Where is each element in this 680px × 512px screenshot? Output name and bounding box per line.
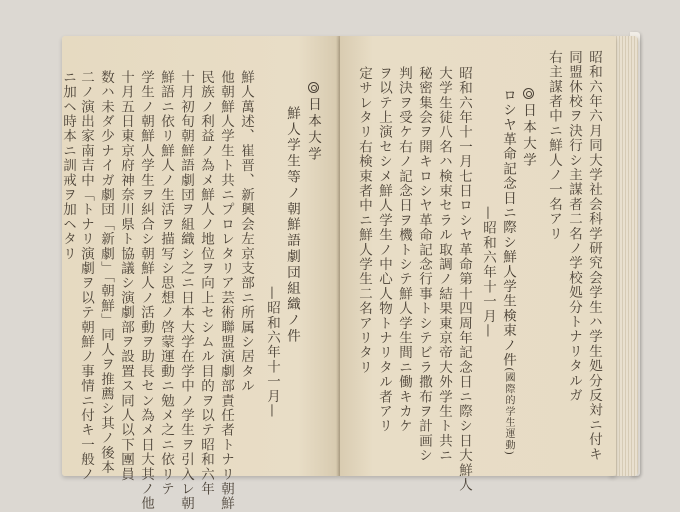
left-body-line-3: 民族ノ利益ノ為メ鮮人ノ地位ヲ向上セシムル目的ヲ以テ昭和六年 [198,70,214,497]
double-circle-marker-icon [523,88,534,99]
left-body-line-9: 二ノ演出家南吉中「トナリ演劇ヲ以テ朝鮮ノ事情ニ付キ一般ノ [78,70,94,482]
left-section-title-text: 日本大学 [305,97,321,163]
left-body-line-7: 十月五日東京府神奈川県ト協議シ演劇部ヲ設置ス同人以下團員 [118,70,134,482]
left-body-line-10: ニ加ヘ時本ニ訓戒ヲ加ヘタリ [60,70,76,262]
right-body-line-1: 昭和六年十一月七日ロシヤ革命第十四周年記念日ニ際シ日大鮮人 [456,66,472,493]
left-page [60,36,340,511]
left-section-title [305,82,321,163]
left-body-line-8: 数ハ未ダ少ナイガ劇団「新劇」「朝鮮」同人ヲ推薦シ其ノ後本 [98,70,114,475]
right-heading-note: (國際的学生運動) [503,367,514,456]
right-body-line-2: 大学生徒八名ハ検束セラル取調ノ結果東京帝大外学生ト共ニ [436,66,452,463]
right-body-line-6: 定サレタリ右検束者中ニ鮮人学生二名アリタリ [356,66,372,375]
right-body-line-3: 秘密集会ヲ開キロシヤ革命記念行事トシテビラ撒布ヲ計画シ [416,66,432,463]
right-intro-line-3: 右主謀者中ニ鮮人ノ一名アリ [546,50,562,242]
left-body-line-2: 他朝鮮人学生ト共ニプロレタリア芸術聯盟演劇部責任者トナリ朝鮮 [218,70,234,511]
left-heading: 鮮人学生等ノ朝鮮語劇団組織ノ件 [284,106,300,345]
left-body-line-1: 鮮人萬述、崔晋、新興会左京支部ニ所属シ居タル [238,70,254,394]
left-date: —昭和六年十一月— [264,286,280,419]
left-body-line-4: 十月初旬朝鮮語劇団ヲ組織シ之ニ日本大学在学中ノ学生ヲ引入レ朝 [178,70,194,511]
right-heading-text: ロシヤ革命記念日ニ際シ鮮人学生検束ノ件 [500,88,516,368]
double-circle-marker-icon [308,82,319,93]
right-date: —昭和六年十一月— [480,206,496,339]
right-section-title-text: 日本大学 [520,103,536,169]
right-intro-line-2: 同盟休校ヲ決行シ主謀者二名ノ学校処分トナリタルガ [566,50,582,403]
right-page [340,36,616,493]
left-body-line-6: 学生ノ朝鮮人学生ヲ糾合シ朝鮮人ノ活動ヲ助長セン為メ日大其ノ他 [138,70,154,511]
right-body-line-5: ヲ以テ上演セシメ鮮人学生ノ中心人物トナリタル者アリ [376,66,392,434]
right-body-line-4: 判決ヲ受ケ右ノ記念日ヲ機トシテ鮮人学生間ニ働キカケ [396,66,412,434]
left-body-line-5: 鮮語ニ依リ鮮人ノ生活ヲ描写シ思想ノ啓蒙運動ニ勉メ之ニ依リテ [158,70,174,497]
right-section-title [520,88,536,169]
right-heading [500,88,516,456]
right-intro-line-1: 昭和六年六月同大学社会科学研究会学生ハ学生処分反対ニ付キ [586,50,602,462]
